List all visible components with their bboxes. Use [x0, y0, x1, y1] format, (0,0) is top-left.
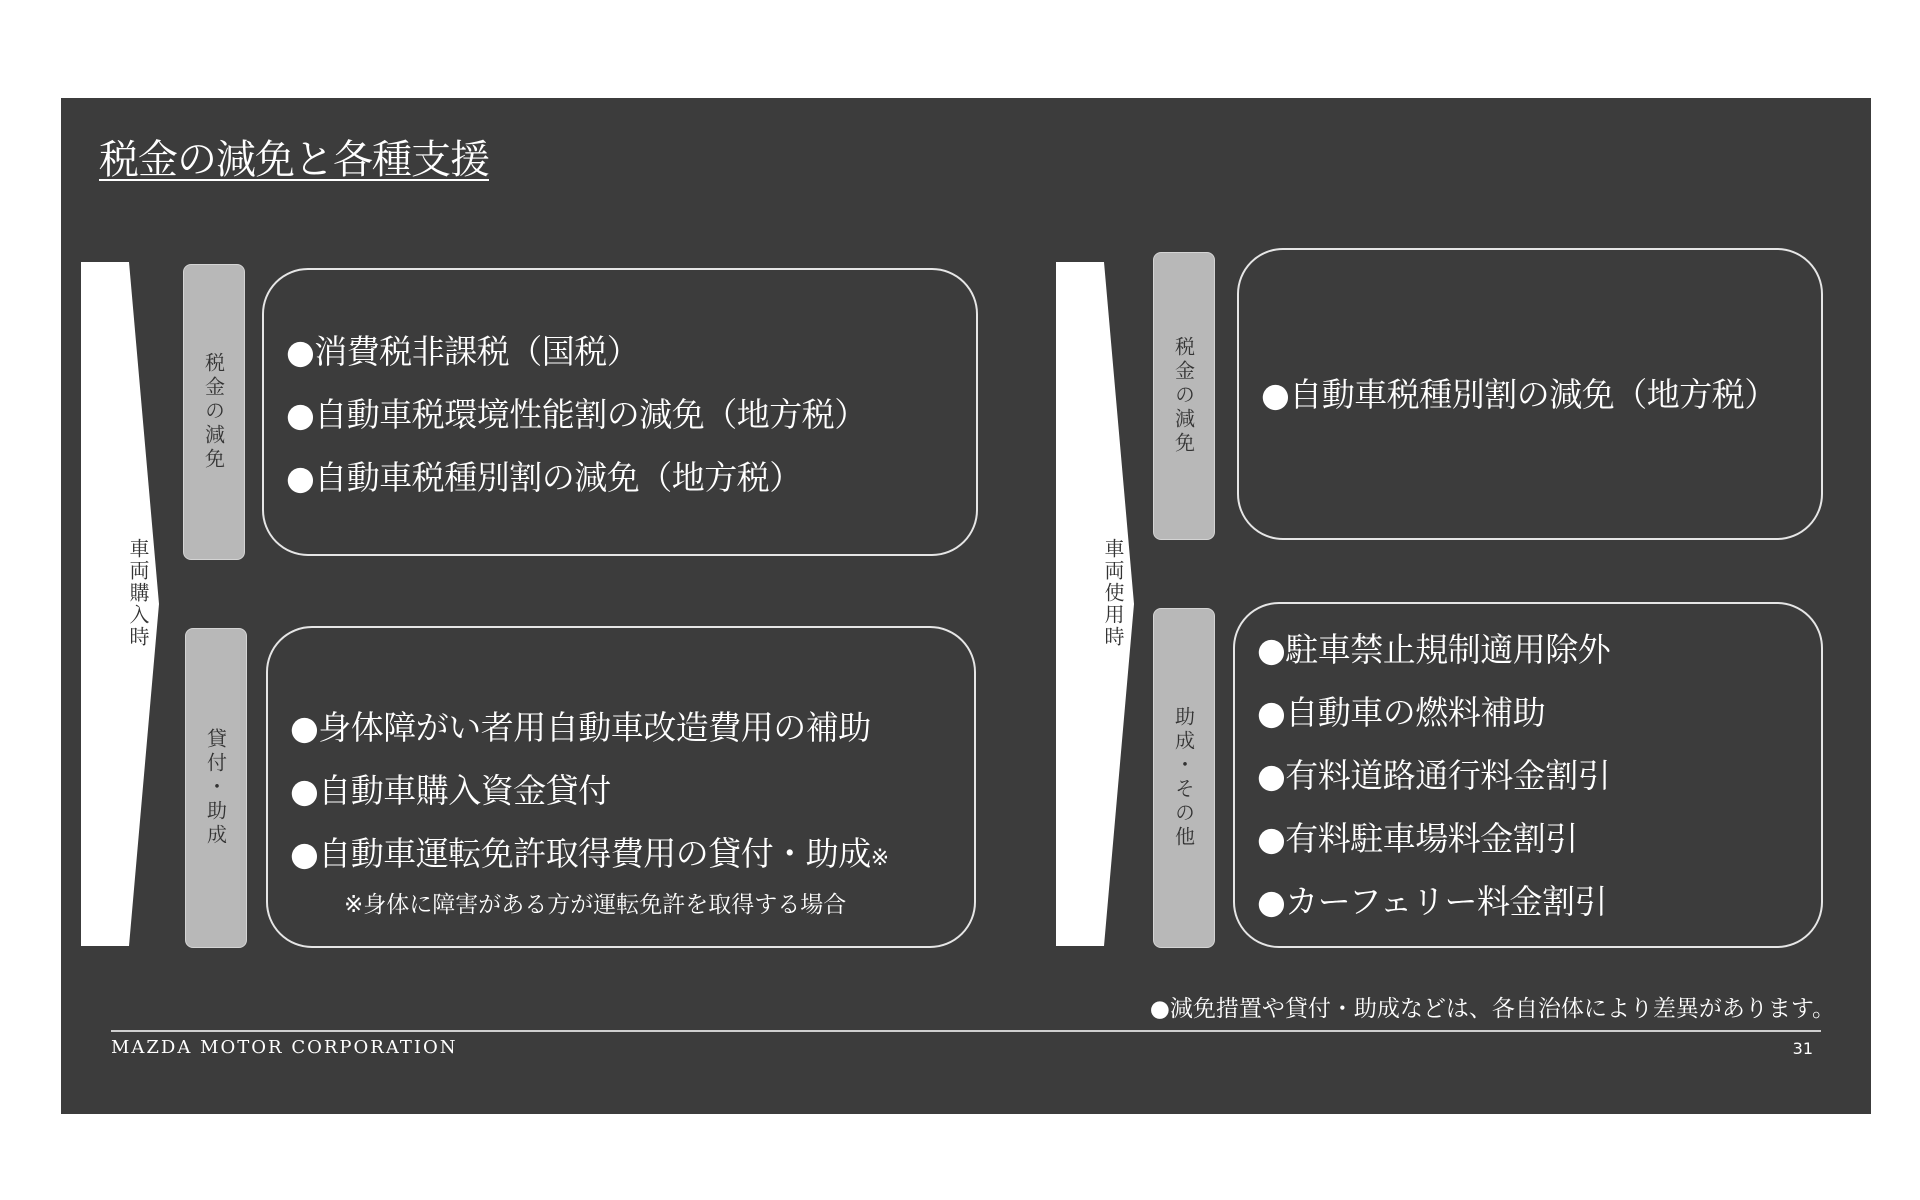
footer-company: MAZDA MOTOR CORPORATION: [111, 1037, 458, 1058]
tab-tax-reduction-usage: [1153, 252, 1215, 540]
purchase-support-box: [266, 626, 976, 948]
footnote: ●減免措置や貸付・助成などは、各自治体により差異があります。: [1149, 996, 1835, 1022]
tab-label: 税金の減免: [201, 352, 226, 472]
usage-tax-list: [1261, 363, 1811, 426]
tab-tax-reduction-purchase: [183, 264, 245, 560]
list-item: ●有料駐車場料金割引: [1257, 819, 1578, 858]
list-item: ●自動車の燃料補助: [1257, 693, 1546, 732]
list-item-text: ●自動車運転免許取得費用の貸付・助成: [290, 834, 871, 873]
tab-label: 助成・その他: [1171, 706, 1196, 850]
usage-other-list: [1257, 618, 1811, 933]
tab-loans-subsidies: [185, 628, 247, 948]
arrow-label-usage: 車両使用時: [1101, 538, 1125, 648]
tab-label: 税金の減免: [1171, 336, 1196, 456]
usage-tax-box: [1237, 248, 1823, 540]
list-item: ●身体障がい者用自動車改造費用の補助: [290, 708, 871, 747]
page-number: 31: [1792, 1039, 1813, 1058]
list-item: ●カーフェリー料金割引: [1257, 882, 1607, 921]
tab-label: 貸付・助成: [203, 728, 228, 848]
slide: [61, 98, 1871, 1114]
arrow-label-purchase: 車両購入時: [126, 538, 150, 648]
list-item: ●有料道路通行料金割引: [1257, 756, 1611, 795]
list-item: ●消費税非課税（国税）: [286, 332, 640, 371]
list-item: [290, 822, 964, 890]
list-item: ●自動車購入資金貸付: [290, 771, 611, 810]
support-note: ※身体に障害がある方が運転免許を取得する場合: [344, 892, 847, 918]
slide-title: 税金の減免と各種支援: [99, 137, 489, 183]
list-item: ●自動車税環境性能割の減免（地方税）: [286, 395, 867, 434]
list-item: ●自動車税種別割の減免（地方税）: [1261, 375, 1777, 414]
purchase-arrow: [81, 262, 161, 946]
purchase-support-list: [290, 696, 964, 890]
usage-other-box: [1233, 602, 1823, 948]
tab-subsidies-other: [1153, 608, 1215, 948]
usage-arrow: [1056, 262, 1136, 946]
purchase-tax-list: [286, 320, 966, 509]
footer-divider: [111, 1030, 1821, 1032]
note-marker: ※: [870, 846, 889, 871]
list-item: ●駐車禁止規制適用除外: [1257, 630, 1611, 669]
purchase-tax-box: [262, 268, 978, 556]
list-item: ●自動車税種別割の減免（地方税）: [286, 458, 802, 497]
